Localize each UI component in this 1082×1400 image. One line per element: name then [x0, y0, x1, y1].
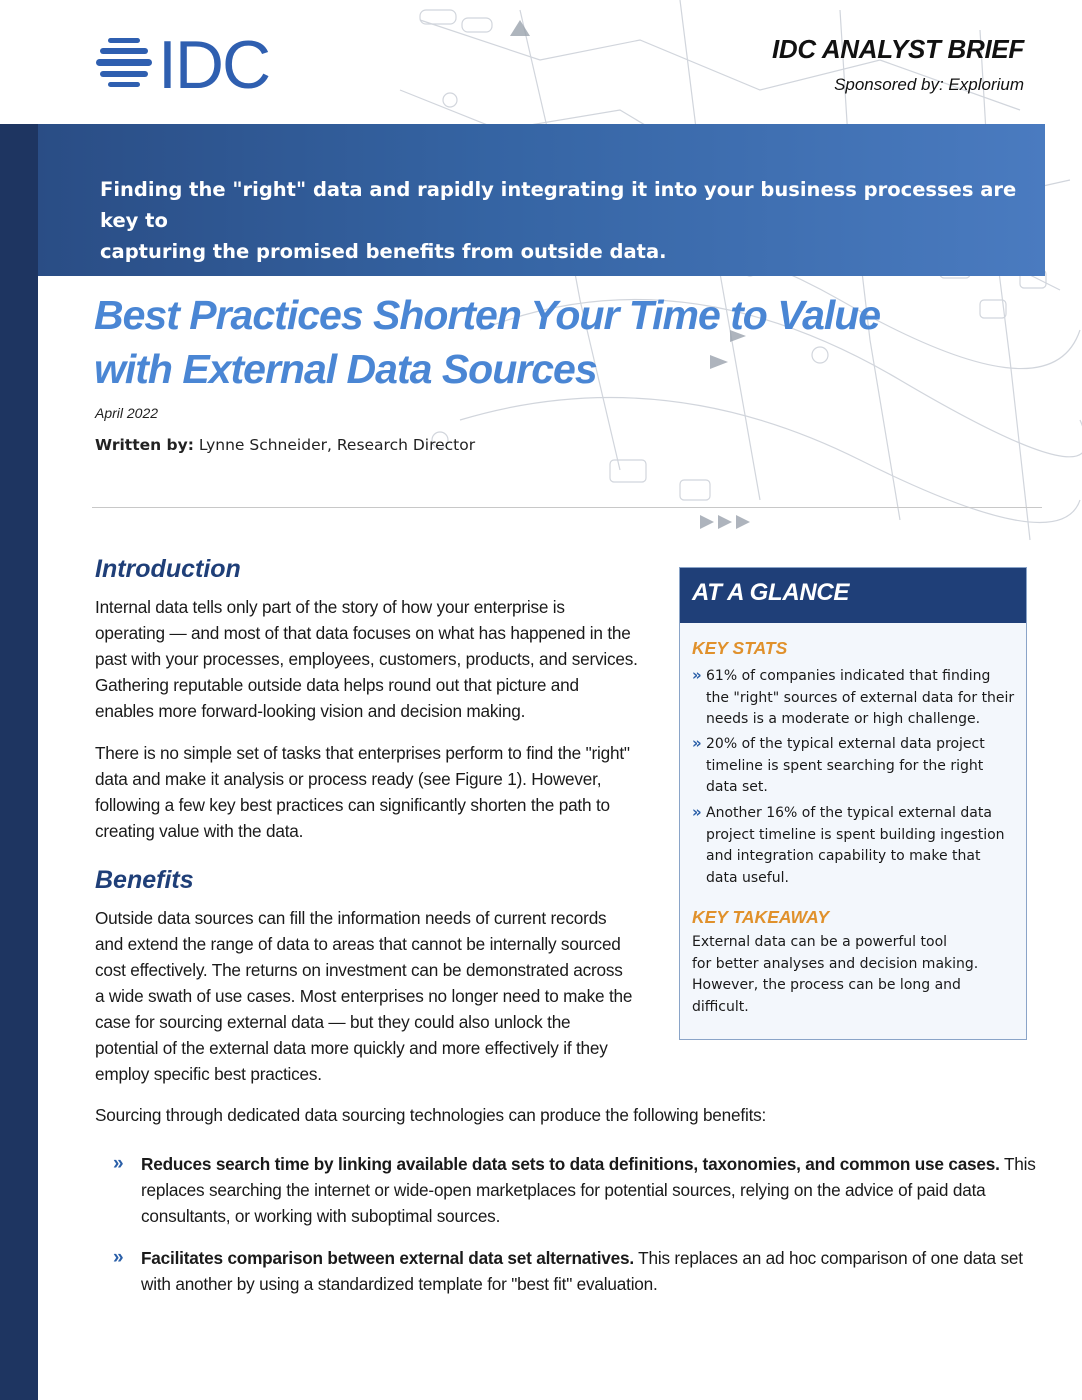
takeaway-line: difficult. — [692, 998, 749, 1015]
text-line: and extend the range of data to areas that cannot be internally sourced — [95, 934, 621, 954]
stat-line: needs is a moderate or high challenge. — [706, 711, 981, 727]
author-label: Written by: — [95, 436, 194, 454]
stat-line: 20% of the typical external data project — [706, 736, 985, 752]
introduction-heading: Introduction — [95, 555, 241, 583]
chevron-bullet-icon: » — [113, 1153, 124, 1174]
bullet-bold-text: Facilitates comparison between external data set alternatives. — [141, 1248, 634, 1268]
publish-date: April 2022 — [95, 405, 159, 421]
text-line: potential of the external data more quickly and more effectively if they — [95, 1038, 608, 1058]
key-stats-heading: KEY STATS — [692, 638, 788, 658]
stat-line: the "right" sources of external data for their — [706, 689, 1015, 706]
author-line — [95, 436, 475, 454]
benefits-paragraph-2: Sourcing through dedicated data sourcing technologies can produce the following benefits: — [95, 1105, 767, 1125]
key-stat-item — [692, 666, 1022, 731]
banner-line: capturing the promised benefits from outside data. — [100, 240, 667, 263]
text-line: Gathering reputable outside data helps round out that picture and — [95, 675, 579, 695]
bullet-text: consultants, or working with suboptimal sources. — [141, 1206, 501, 1226]
bullet-text: replaces searching the internet or wide-open marketplaces for potential sources, relying on the advice of paid data — [141, 1180, 986, 1200]
author-name: Lynne Schneider, Research Director — [193, 436, 476, 454]
text-line: Outside data sources can fill the information needs of current records — [95, 908, 607, 928]
takeaway-line: External data can be a powerful tool — [692, 934, 948, 950]
benefit-bullet-1 — [113, 1151, 1043, 1229]
benefits-heading: Benefits — [95, 866, 194, 894]
chevron-bullet-icon: » — [692, 666, 702, 684]
key-stat-item — [692, 734, 1022, 799]
idc-globe-logo — [96, 32, 296, 94]
text-line: data and make it analysis or process ready (see Figure 1). However, — [95, 769, 602, 789]
stat-line: 61% of companies indicated that finding — [706, 668, 991, 684]
chevron-bullet-icon: » — [113, 1247, 124, 1268]
text-line: employ specific best practices. — [95, 1064, 322, 1084]
analyst-brief-title: IDC ANALYST BRIEF — [771, 34, 1024, 64]
text-line: operating — and most of that data focuses on what has happened in the — [95, 623, 631, 643]
at-a-glance-header — [680, 568, 1026, 623]
stat-line: data useful. — [706, 869, 789, 886]
document-title — [94, 288, 994, 396]
stat-line: timeline is spent searching for the right — [706, 757, 984, 774]
bullet-text: with another by using a standardized template for "best fit" evaluation. — [141, 1274, 658, 1294]
text-line: enables more forward-looking vision and decision making. — [95, 701, 526, 721]
chevron-bullet-icon: » — [692, 734, 702, 752]
benefit-bullet-2 — [113, 1245, 1043, 1297]
text-line: creating value with the data. — [95, 821, 304, 841]
text-line: There is no simple set of tasks that enterprises perform to find the "right" — [95, 743, 630, 763]
takeaway-line: for better analyses and decision making. — [692, 955, 979, 972]
introduction-paragraph-2 — [95, 740, 675, 844]
benefits-paragraph-1 — [95, 905, 675, 1087]
takeaway-line: However, the process can be long and — [692, 977, 961, 993]
sponsor-line: Sponsored by: Explorium — [834, 75, 1024, 94]
title-line: Best Practices Shorten Your Time to Value — [94, 292, 881, 338]
logo-text: IDC — [158, 32, 270, 94]
bullet-text: This replaces an ad hoc comparison of one data set — [633, 1248, 1023, 1268]
text-line: Internal data tells only part of the story of how your enterprise is — [95, 597, 565, 617]
text-line: cost effectively. The returns on investment can be demonstrated across — [95, 960, 623, 980]
left-accent-bar — [0, 124, 38, 1400]
text-line: following a few key best practices can significantly shorten the path to — [95, 795, 610, 815]
banner-text — [100, 174, 1030, 267]
stat-line: Another 16% of the typical external data — [706, 805, 992, 821]
stat-line: data set. — [706, 779, 768, 795]
stat-line: project timeline is spent building ingestion — [706, 826, 1005, 843]
text-line: case for sourcing external data — but they could also unlock the — [95, 1012, 571, 1032]
divider — [92, 507, 1042, 508]
bullet-bold-text: Reduces search time by linking available data sets to data definitions, taxonomies, and common use cases. — [141, 1154, 1000, 1174]
title-line: with External Data Sources — [94, 346, 597, 392]
text-line: a wide swath of use cases. Most enterprises no longer need to make the — [95, 986, 633, 1006]
chevron-bullet-icon: » — [692, 803, 702, 821]
key-takeaway-heading: KEY TAKEAWAY — [692, 907, 830, 927]
stat-line: and integration capability to make that — [706, 848, 981, 864]
key-stat-item — [692, 803, 1022, 889]
at-a-glance-box — [679, 567, 1027, 1040]
banner-line: Finding the "right" data and rapidly integrating it into your business processes are key to — [100, 178, 1017, 232]
introduction-paragraph-1 — [95, 594, 675, 724]
bullet-text: This — [999, 1154, 1036, 1174]
text-line: past with your processes, employees, customers, products, and services. — [95, 649, 638, 669]
key-takeaway-text — [692, 932, 1012, 1018]
at-a-glance-heading: AT A GLANCE — [692, 579, 850, 606]
